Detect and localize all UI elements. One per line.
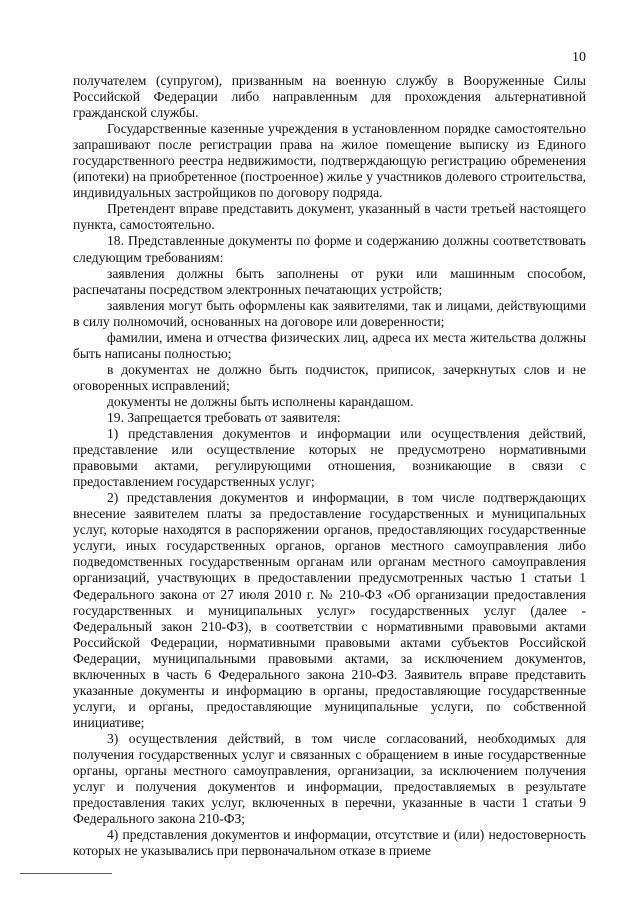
paragraph: Претендент вправе представить документ, указанный в части третьей настоящего пункта, самостоятельно. [73, 201, 586, 233]
paragraph: 3) осуществления действий, в том числе согласований, необходимых для получения государственных услуг и связанных с обращением в иные государственные органы, органы местного самоуправления, организации, за исключением получения услуг и получения документов и информации, предоставляемых в результате предоставления таких услуг, включенных в перечни, указанные в части 1 статьи 9 Федерального закона 210-ФЗ; [73, 730, 586, 827]
paragraph: заявления должны быть заполнены от руки или машинным способом, распечатаны посредством электронных печатающих устройств; [73, 265, 586, 297]
paragraph: 19. Запрещается требовать от заявителя: [107, 409, 341, 425]
paragraph: Государственные казенные учреждения в установленном порядке самостоятельно запрашивают после регистрации права на жилое помещение выписку из Единого государственного реестра недвижимости, подтверждающую регистрацию обременения (ипотеки) на приобретенное (построенное) жилье у участников долевого строительства, индивидуальных застройщиков по договору подряда. [73, 121, 586, 201]
paragraph: 18. Представленные документы по форме и содержанию должны соответствовать следующим требованиям: [73, 233, 586, 265]
paragraph: 4) представления документов и информации, отсутствие и (или) недостоверность которых не указывались при первоначальном отказе в приеме [73, 827, 586, 859]
paragraph: 2) представления документов и информации, в том числе подтверждающих внесение заявителем платы за предоставление государственных и муниципальных услуг, которые находятся в распоряжении органов, предоставляющих государственные услуги, иных государственных органов, органов местного самоуправления либо подведомственных государственным органам или органам местного самоуправления организаций, участвующих в предоставлении предусмотренных частью 1 статьи 1 Федерального закона от 27 июля 2010 г. № 210-ФЗ «Об организации предоставления государственных и муниципальных услуг» государственных услуг (далее - Федеральный закон 210-ФЗ), в соответствии с нормативными правовыми актами Российской Федерации, нормативными правовыми актами субъектов Российской Федерации, муниципальными правовыми актами, за исключением документов, включенных в часть 6 Федерального закона 210-ФЗ. Заявитель вправе представить указанные документы и информацию в органы, предоставляющие государственные услуги, и органы, предоставляющие муниципальные услуги, по собственной инициативе; [73, 490, 586, 730]
page-number: 10 [572, 50, 586, 65]
paragraph: документы не должны быть исполнены карандашом. [107, 393, 414, 409]
paragraph: фамилии, имена и отчества физических лиц, адреса их места жительства должны быть написаны полностью; [73, 329, 586, 361]
paragraph: 1) представления документов и информации или осуществления действий, представление или осуществление которых не предусмотрено нормативными правовыми актами, регулирующими отношения, возникающие в связи с предоставлением государственных услуг; [73, 426, 586, 490]
paragraph: получателем (супругом), призванным на военную службу в Вооруженные Силы Российской Федерации либо направленным для прохождения альтернативной гражданской службы. [73, 73, 586, 121]
footer-rule [20, 873, 112, 874]
paragraph: в документах не должно быть подчисток, приписок, зачеркнутых слов и не оговоренных исправлений; [73, 361, 586, 393]
paragraph: заявления могут быть оформлены как заявителями, так и лицами, действующими в силу полномочий, основанных на договоре или доверенности; [73, 297, 586, 329]
document-body [73, 73, 586, 859]
